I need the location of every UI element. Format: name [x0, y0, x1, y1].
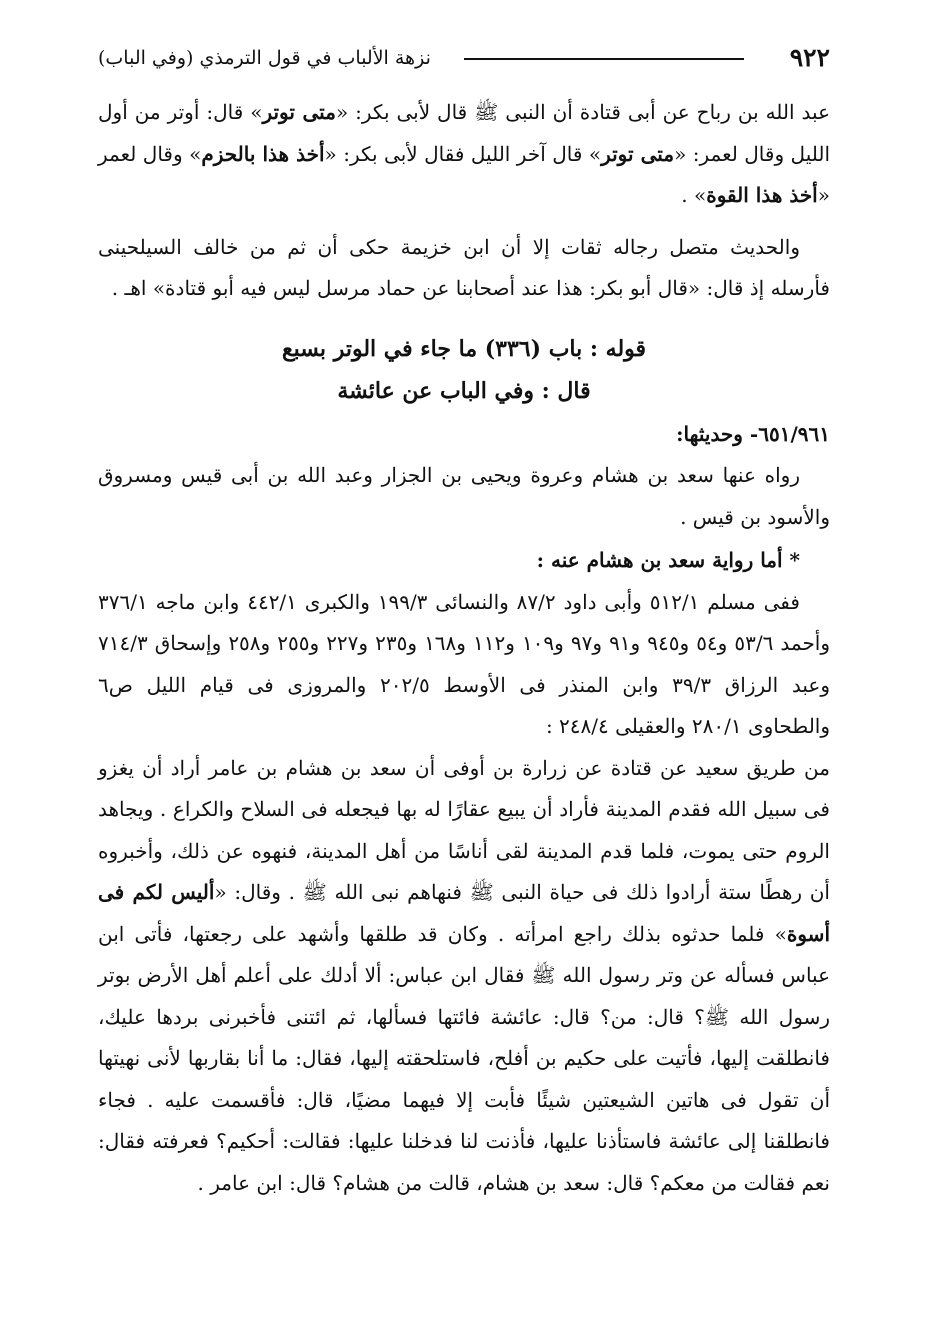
page-header [98, 40, 830, 76]
text-run: عبد الله بن رباح عن أبى قتادة أن النبى ﷺ قال لأبى بكر: « [335, 100, 830, 124]
page-body [98, 92, 830, 1204]
section-subheading: * أما رواية سعد بن هشام عنه : [536, 548, 800, 572]
running-title: نزهة الألباب في قول الترمذي (وفي الباب) [98, 47, 431, 69]
quoted-phrase: أخذ هذا بالحزم [201, 141, 325, 166]
text-run: من طريق سعيد عن قتادة عن زرارة بن أوفى أن سعد بن هشام بن عامر أراد أن يغزو فى سبيل الله فقدم المدينة فأراد أن يبيع عقارًا له بها فيجعله فى السلاح والكراع . ويجاهد الروم حتى يموت، فلما قدم المدينة لقى أناسًا من أهل المدينة، فنهوه عن ذلك، وأخبروه أن رهطًا ستة أرادوا ذلك فى حياة النبى ﷺ فنهاهم نبى الله ﷺ . وقال: « [98, 755, 830, 904]
text-run: » قال آخر الليل فقال لأبى بكر: « [324, 141, 602, 166]
text-run: » قال: أوتر من أول الليل وقال لعمر: « [98, 100, 831, 166]
chapter-subheading: قال : وفي الباب عن عائشة [337, 377, 591, 404]
paragraph-commentary: والحديث متصل رجاله ثقات إلا أن ابن خزيمة حكى أن ثم من خالف السيلحينى فأرسله إذ قال: «قال أبو بكر: هذا عند أصحابنا عن حماد مرسل ليس فيه أبو قتادة» اهـ . [98, 234, 830, 300]
chapter-heading: قوله : باب (٣٣٦) ما جاء في الوتر بسبع [281, 335, 647, 362]
quoted-phrase: أليس لكم فى أسوة [98, 880, 830, 946]
page-number: ٩٢٢ [789, 43, 830, 72]
text-run: » فلما حدثوه بذلك راجع امرأته . وكان قد طلقها وأشهد على رجعتها، فأتى ابن عباس فسأله عن وتر رسول الله ﷺ فقال ابن عباس: ألا أدلك على أعلم أهل الأرض بوتر رسول الله ﷺ؟ قال: من؟ قال: عائشة فائتها فسألها، ثم ائتنى فأخبرنى بردها عليك، فانطلقت إليها، فأتيت على حكيم بن أفلح، فاستلحقته إليها، فقال: ما أنا بقاربها لأنى نهيتها أن تقول فى هاتين الشيعتين شيئًا فأبت إلا فيهما مضيًا، قال: فأقسمت عليه . فجاء فانطلقنا إلى عائشة فاستأذنا عليها، فأذنت لنا فدخلنا عليها: فقالت: أحكيم؟ فعرفته فقال: نعم فقالت من معكم؟ قال: سعد بن هشام، قالت من هشام؟ قال: ابن عامر . [98, 921, 830, 1195]
hadith-number-label: ٦٥١/٩٦١- وحديثها: [676, 421, 830, 446]
paragraph-narrators: رواه عنها سعد بن هشام وعروة ويحيى بن الجزار وعبد الله بن أبى قيس ومسروق والأسود بن قيس . [98, 463, 830, 529]
quoted-phrase: أخذ هذا القوة [706, 183, 818, 207]
paragraph-sources: ففى مسلم ٥١٢/١ وأبى داود ٨٧/٢ والنسائى ١٩٩/٣ والكبرى ٤٤٢/١ وابن ماجه ٣٧٦/١ وأحمد ٥٣/٦ و٥٤ و٩٤٥ و٩١ و٩٧ و١٠٩ و١١٢ و١٦٨ و٢٣٥ و٢٢٧ و٢٥٥ و٢٥٨ وإسحاق ٧١٤/٣ وعبد الرزاق ٣٩/٣ وابن المنذر فى الأوسط ٢٠٢/٥ والمروزى فى قيام الليل ص٦ والطحاوى ٢٨٠/١ والعقيلى ٢٤٨/٤ : [98, 589, 831, 738]
paragraph-narration [98, 748, 830, 1205]
text-run: » وقال لعمر « [98, 141, 830, 207]
quoted-phrase: متى توتر [262, 100, 336, 124]
quoted-phrase: متى توتر [601, 141, 675, 166]
paragraph-continuation [98, 92, 830, 217]
header-rule [464, 58, 744, 60]
text-run: » . [681, 183, 707, 207]
